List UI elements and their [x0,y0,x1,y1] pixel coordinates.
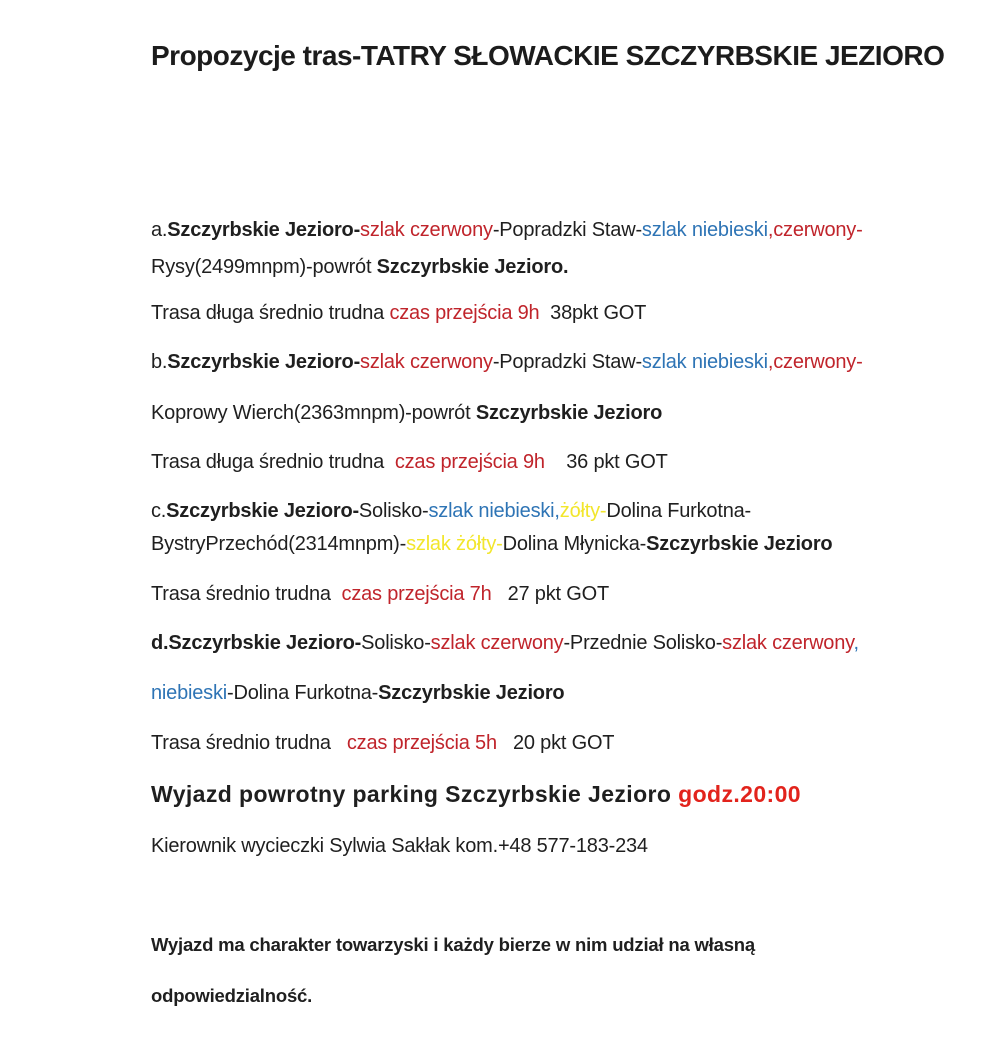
text-segment: czas przejścia 9h [389,302,540,324]
text-segment: Szczyrbskie Jezioro- [167,219,361,241]
text-segment: 20 pkt GOT [496,732,615,754]
text-segment: -Przednie Solisko- [563,632,723,654]
text-segment: Szczyrbskie Jezioro [378,682,565,704]
route-a-summary [151,301,646,325]
text-segment: Trasa średnio trudna [151,583,342,605]
route-c-line-2 [151,532,832,556]
text-segment: ,czerwony- [767,219,863,241]
text-segment: 38pkt GOT [539,302,647,324]
text-segment: -Popradzki Staw- [492,219,642,241]
text-segment: 36 pkt GOT [544,451,668,473]
text-segment: szlak niebieski, [428,500,560,522]
text-segment: Szczyrbskie Jezioro- [168,632,362,654]
route-d-summary [151,731,614,755]
text-segment: szlak czerwony [722,632,854,654]
text-segment: czas przejścia 5h [346,732,497,754]
contact-line [151,834,648,858]
text-segment: BystryPrzechód(2314mnpm)- [151,533,407,555]
text-segment: Solisko- [358,500,429,522]
text-segment: Szczyrbskie Jezioro- [166,500,359,522]
text-segment: niebieski [151,682,228,704]
text-segment: Szczyrbskie Jezioro [646,533,833,555]
text-segment: Wyjazd powrotny parking Szczyrbskie Jezioro [151,781,679,807]
text-segment: Szczyrbskie Jezioro. [376,256,569,278]
text-segment: , [853,632,859,654]
text-segment: Szczyrbskie Jezioro [475,402,663,424]
text-segment: szlak żółty- [406,533,503,555]
document-title: Propozycje tras-TATRY SŁOWACKIE SZCZYRBSKIE JEZIORO [151,40,945,71]
text-segment: Trasa średnio trudna [151,732,347,754]
text-segment: Wyjazd ma charakter towarzyski i każdy bierze w nim udział na własną [151,934,755,955]
text-segment: szlak czerwony [360,351,493,373]
text-segment: czas przejścia 7h [341,583,492,605]
route-c-line-1 [151,499,751,523]
text-segment: żółty- [559,500,607,522]
text-segment: godz.20:00 [678,781,802,807]
text-segment: -Dolina Furkotna- [227,682,379,704]
route-b-line-2 [151,401,662,425]
text-segment: Szczyrbskie Jezioro- [167,351,361,373]
text-segment: Kierownik wycieczki Sylwia Sakłak kom.+48 577-183-234 [151,835,648,857]
text-segment: a. [151,219,168,241]
text-segment: Solisko- [361,632,431,654]
text-segment: d. [151,632,169,654]
route-b-summary [151,450,668,474]
text-segment: 27 pkt GOT [491,583,609,605]
text-segment: c. [151,500,167,522]
route-d-line-1 [151,631,859,655]
departure-heading [151,781,801,809]
disclaimer-line-2 [151,985,312,1007]
text-segment: Rysy(2499mnpm)-powrót [151,256,377,278]
text-segment: -Popradzki Staw- [492,351,642,373]
text-segment: odpowiedzialność. [151,985,313,1006]
route-d-line-2 [151,681,564,705]
route-a-line-1 [151,218,863,242]
route-c-summary [151,582,609,606]
text-segment: szlak niebieski [641,219,768,241]
route-a-line-2 [151,255,568,279]
text-segment: ,czerwony- [767,351,863,373]
text-segment: Koprowy Wierch(2363mnpm)-powrót [151,402,476,424]
text-segment: czas przejścia 9h [394,451,545,473]
text-segment: szlak czerwony [430,632,564,654]
text-segment: szlak czerwony [360,219,493,241]
text-segment: szlak niebieski [641,351,768,373]
text-segment: Dolina Młynicka- [502,533,647,555]
text-segment: b. [151,351,168,373]
text-segment: Trasa długa średnio trudna [151,451,395,473]
text-segment: Dolina Furkotna- [606,500,752,522]
route-b-line-1 [151,350,863,374]
text-segment: Trasa długa średnio trudna [151,302,390,324]
disclaimer-line-1 [151,934,755,956]
